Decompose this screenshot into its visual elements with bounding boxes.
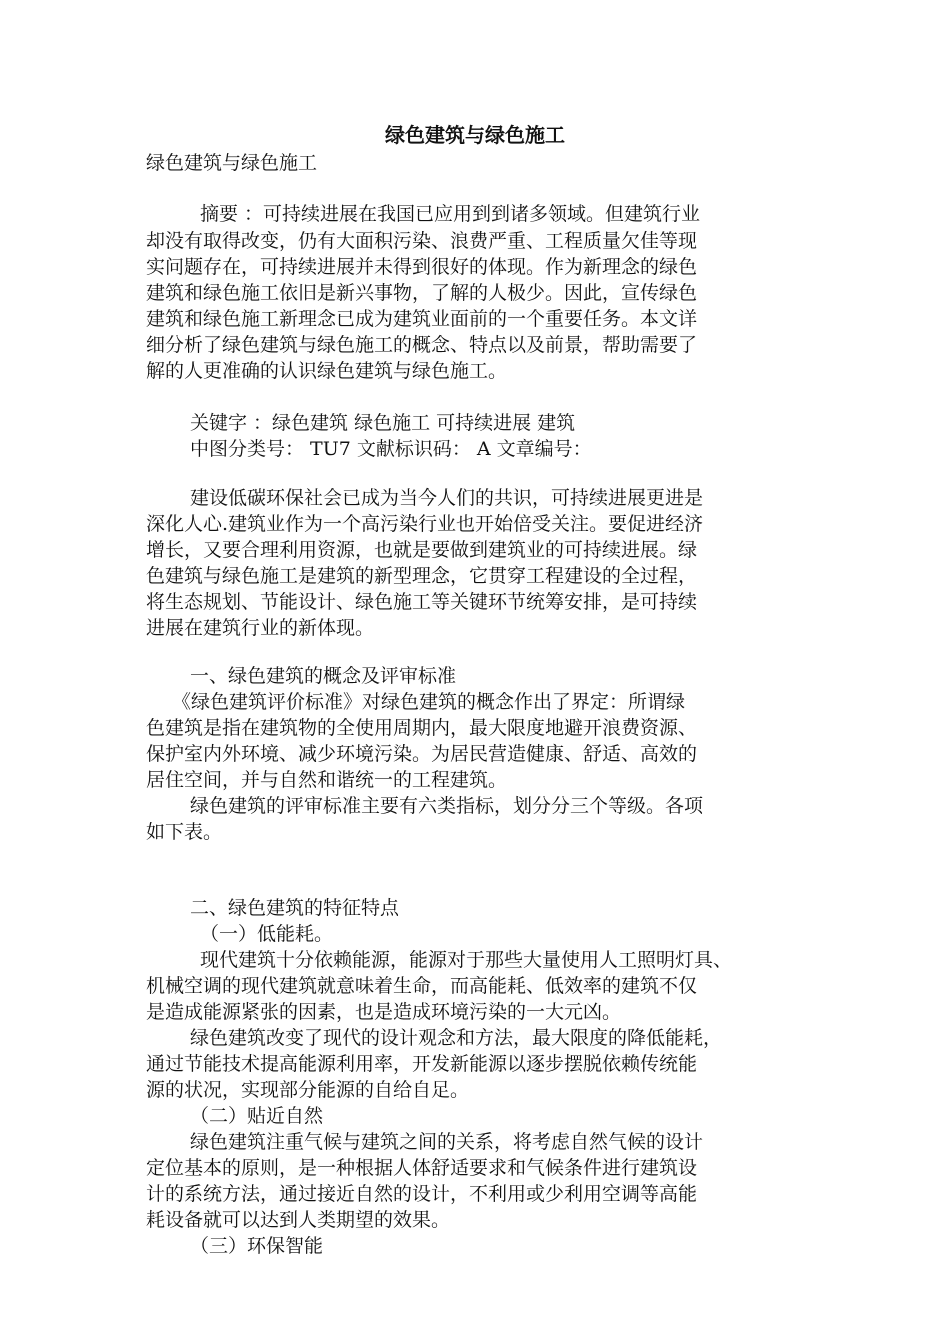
section-line: 计的系统方法，通过接近自然的设计，不利用或少利用空调等高能 (146, 1183, 698, 1205)
intro-line: 增长，又要合理利用资源，也就是要做到建筑业的可持续进展。绿 (146, 539, 698, 561)
intro-line: 建设低碳环保社会已成为当今人们的共识，可持续进展更进是 (190, 487, 704, 509)
section-line: 绿色建筑的评审标准主要有六类指标，划分分三个等级。各项 (190, 795, 704, 817)
intro-line: 进展在建筑行业的新体现。 (146, 617, 375, 639)
section-line: 保护室内外环境、减少环境污染。为居民营造健康、舒适、高效的 (146, 743, 698, 765)
intro-line: 深化人心.建筑业作为一个高污染行业也开始倍受关注。要促进经济 (146, 513, 704, 535)
subsection-heading: （一）低能耗。 (200, 923, 334, 945)
intro-line: 将生态规划、节能设计、绿色施工等关键环节统筹安排，是可持续 (146, 591, 698, 613)
section-line: 机械空调的现代建筑就意味着生命，而高能耗、低效率的建筑不仅 (146, 975, 698, 997)
subsection-heading: （三）环保智能 (190, 1235, 324, 1257)
abstract-line: 实问题存在，可持续进展并未得到很好的体现。作为新理念的绿色 (146, 256, 698, 278)
section-line: 色建筑是指在建筑物的全使用周期内，最大限度地避开浪费资源、 (146, 717, 698, 739)
abstract-line: 摘要 ：可持续进展在我国已应用到到诸多领域。但建筑行业 (200, 203, 701, 225)
section-line: 绿色建筑注重气候与建筑之间的关系，将考虑自然气候的设计 (190, 1131, 704, 1153)
document-subtitle: 绿色建筑与绿色施工 (146, 152, 318, 174)
abstract-line: 细分析了绿色建筑与绿色施工的概念、特点以及前景，帮助需要了 (146, 334, 698, 356)
section-line: 如下表。 (146, 821, 223, 843)
abstract-line: 建筑和绿色施工依旧是新兴事物，了解的人极少。因此，宣传绿色 (146, 282, 698, 304)
section-line: 居住空间，并与自然和谐统一的工程建筑。 (146, 769, 508, 791)
abstract-line: 建筑和绿色施工新理念已成为建筑业面前的一个重要任务。本文详 (146, 308, 698, 330)
section-heading: 一、绿色建筑的概念及评审标准 (190, 665, 457, 687)
section-line: 耗设备就可以达到人类期望的效果。 (146, 1209, 451, 1231)
section-line: 绿色建筑改变了现代的设计观念和方法，最大限度的降低能耗， (190, 1027, 723, 1049)
keywords-line: 关键字 ：绿色建筑 绿色施工 可持续进展 建筑 (190, 412, 576, 434)
classification-line: 中图分类号： TU7 文献标识码： A 文章编号： (190, 438, 592, 460)
section-line: 定位基本的原则，是一种根据人体舒适要求和气候条件进行建筑设 (146, 1157, 698, 1179)
section-line: 是造成能源紧张的因素，也是造成环境污染的一大元凶。 (146, 1001, 622, 1023)
subsection-heading: （二）贴近自然 (190, 1105, 324, 1127)
intro-line: 色建筑与绿色施工是建筑的新型理念，它贯穿工程建设的全过程， (146, 565, 698, 587)
abstract-line: 却没有取得改变，仍有大面积污染、浪费严重、工程质量欠佳等现 (146, 230, 698, 252)
section-line: 源的状况，实现部分能源的自给自足。 (146, 1079, 470, 1101)
abstract-line: 解的人更准确的认识绿色建筑与绿色施工。 (146, 360, 508, 382)
page-title: 绿色建筑与绿色施工 (385, 123, 565, 147)
section-line: 《绿色建筑评价标准》对绿色建筑的概念作出了界定：所谓绿 (172, 691, 686, 713)
section-line: 通过节能技术提高能源利用率，开发新能源以逐步摆脱依赖传统能 (146, 1053, 698, 1075)
section-heading: 二、绿色建筑的特征特点 (190, 897, 400, 919)
section-line: 现代建筑十分依赖能源，能源对于那些大量使用人工照明灯具、 (200, 949, 733, 971)
